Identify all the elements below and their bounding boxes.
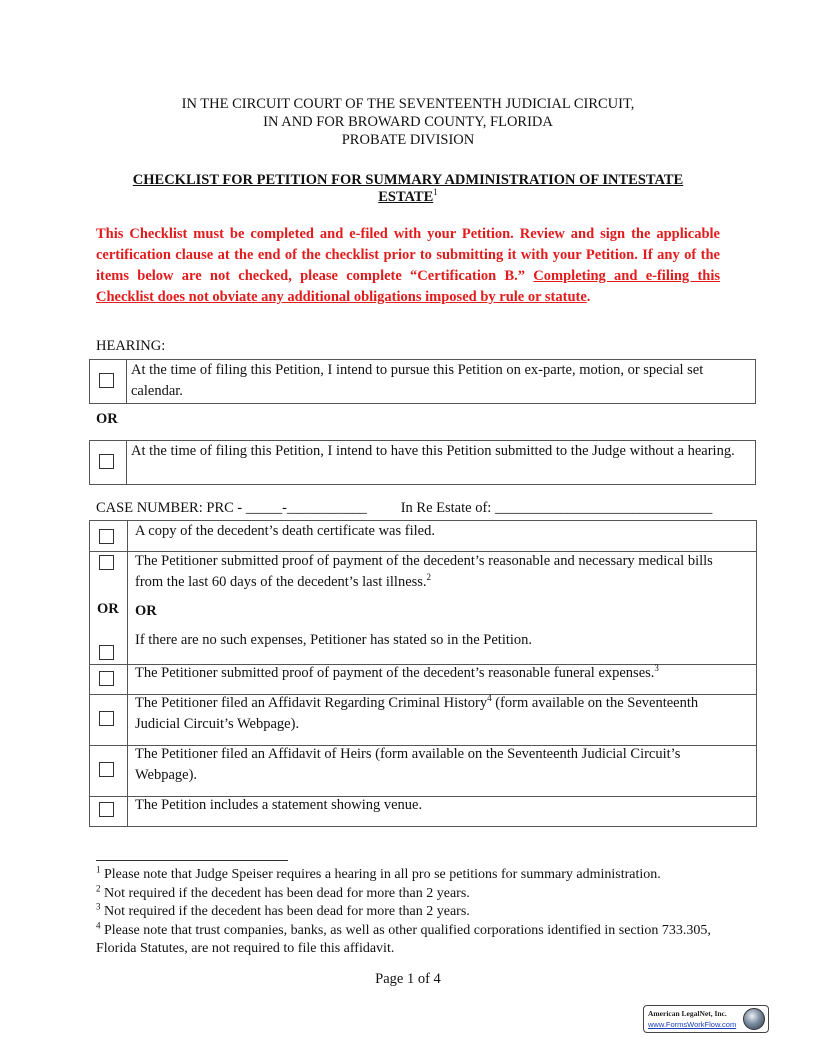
hearing-option-1-checkbox[interactable]	[99, 373, 114, 388]
item-funeral-expenses	[135, 663, 744, 684]
item-funeral-expenses-footnote-ref: 3	[654, 663, 659, 674]
court-line-2: IN AND FOR BROWARD COUNTY, FLORIDA	[263, 114, 553, 130]
title-line-2: ESTATE	[378, 189, 434, 205]
court-header	[96, 95, 720, 149]
or-left-label: OR	[97, 601, 119, 617]
globe-icon	[743, 1008, 765, 1030]
item-affidavit-heirs-text: The Petitioner filed an Affidavit of Heirs (form available on the Seventeenth Judicial Circuit’s Webpage).	[135, 746, 681, 783]
item-no-expenses-text: If there are no such expenses, Petitioner has stated so in the Petition.	[135, 632, 533, 648]
footnotes	[96, 866, 746, 959]
document-title	[96, 172, 720, 206]
hearing-option-2-text: At the time of filing this Petition, I intend to have this Petition submitted to the Judge without a hearing.	[131, 443, 735, 459]
footnote-1: $^1$ Please note that Judge Speiser requires a hearing in all pro se petitions for summary administration.	[96, 864, 661, 882]
hearing-label: HEARING:	[96, 338, 166, 354]
case-number-field[interactable]: CASE NUMBER: PRC - _____-___________	[96, 500, 367, 516]
title-footnote-ref: 1	[433, 187, 438, 198]
item-no-expenses-checkbox[interactable]	[99, 645, 114, 660]
item-affidavit-heirs-checkbox[interactable]	[99, 762, 114, 777]
item-criminal-history-text-2: (form available on the Seventeenth Judicial Circuit’s Webpage).	[135, 695, 699, 732]
notice-text: This Checklist must be completed and e-filed with your Petition. Review and sign the applicable certification clause at the end of the checklist prior to submitting it with your Petition. If any of the items below are not checked, please complete “Certification B.”	[96, 226, 720, 284]
title-line-1: CHECKLIST FOR PETITION FOR SUMMARY ADMINISTRATION OF INTESTATE	[132, 172, 684, 188]
court-line-3: PROBATE DIVISION	[341, 132, 475, 148]
court-line-1: IN THE CIRCUIT COURT OF THE SEVENTEENTH JUDICIAL CIRCUIT,	[181, 96, 635, 112]
item-criminal-history	[135, 693, 744, 735]
hearing-option-1-row	[89, 359, 756, 404]
item-death-certificate-text: A copy of the decedent’s death certificate was filed.	[135, 523, 435, 539]
american-legalnet-logo[interactable]	[643, 1005, 769, 1033]
item-venue-checkbox[interactable]	[99, 802, 114, 817]
footnote-3: $^3$ Not required if the decedent has been dead for more than 2 years.	[96, 901, 470, 919]
footnote-4: $^4$ Please note that trust companies, banks, as well as other qualified corporations identified in section 733.305, Florida Statutes, are not required to file this affidavit.	[96, 919, 711, 956]
item-criminal-history-text: The Petitioner filed an Affidavit Regarding Criminal History	[135, 695, 488, 711]
item-medical-bills-text: The Petitioner submitted proof of payment of the decedent’s reasonable and necessary medical bills from the last 60 days of the decedent’s last illness.	[135, 553, 713, 590]
estate-name-field[interactable]: In Re Estate of: ______________________________	[400, 500, 713, 516]
item-medical-bills-footnote-ref: 2	[426, 572, 432, 583]
hearing-option-2-checkbox[interactable]	[99, 454, 114, 469]
item-medical-bills-checkbox[interactable]	[99, 555, 114, 570]
item-funeral-expenses-text: The Petitioner submitted proof of payment of the decedent’s reasonable funeral expenses.	[135, 665, 655, 681]
logo-company-name: American LegalNet, Inc.	[648, 1009, 727, 1018]
hearing-or-label: OR	[96, 411, 118, 427]
item-venue-text: The Petition includes a statement showing venue.	[135, 797, 423, 813]
hearing-option-1-text: At the time of filing this Petition, I intend to pursue this Petition on ex-parte, motion, or special set calendar.	[131, 362, 704, 399]
or-right-label: OR	[135, 603, 157, 619]
footnote-2: $^2$ Not required if the decedent has been dead for more than 2 years.	[96, 882, 470, 901]
item-medical-bills	[135, 551, 744, 593]
hearing-option-2-row	[89, 440, 756, 485]
page-number: Page 1 of 4	[375, 971, 441, 987]
instruction-notice	[96, 224, 720, 308]
item-criminal-history-checkbox[interactable]	[99, 711, 114, 726]
case-number-line	[96, 500, 712, 517]
notice-end: .	[586, 289, 591, 305]
item-death-certificate-checkbox[interactable]	[99, 529, 114, 544]
item-criminal-history-footnote-ref: 4	[487, 693, 492, 704]
footnote-divider	[96, 860, 288, 861]
checklist-table	[89, 520, 757, 827]
logo-url-link[interactable]: www.FormsWorkFlow.com	[648, 1020, 737, 1029]
notice-underlined: Completing and e-filing this Checklist does not obviate any additional obligations imposed by rule or statute	[96, 268, 721, 305]
item-funeral-expenses-checkbox[interactable]	[99, 671, 114, 686]
